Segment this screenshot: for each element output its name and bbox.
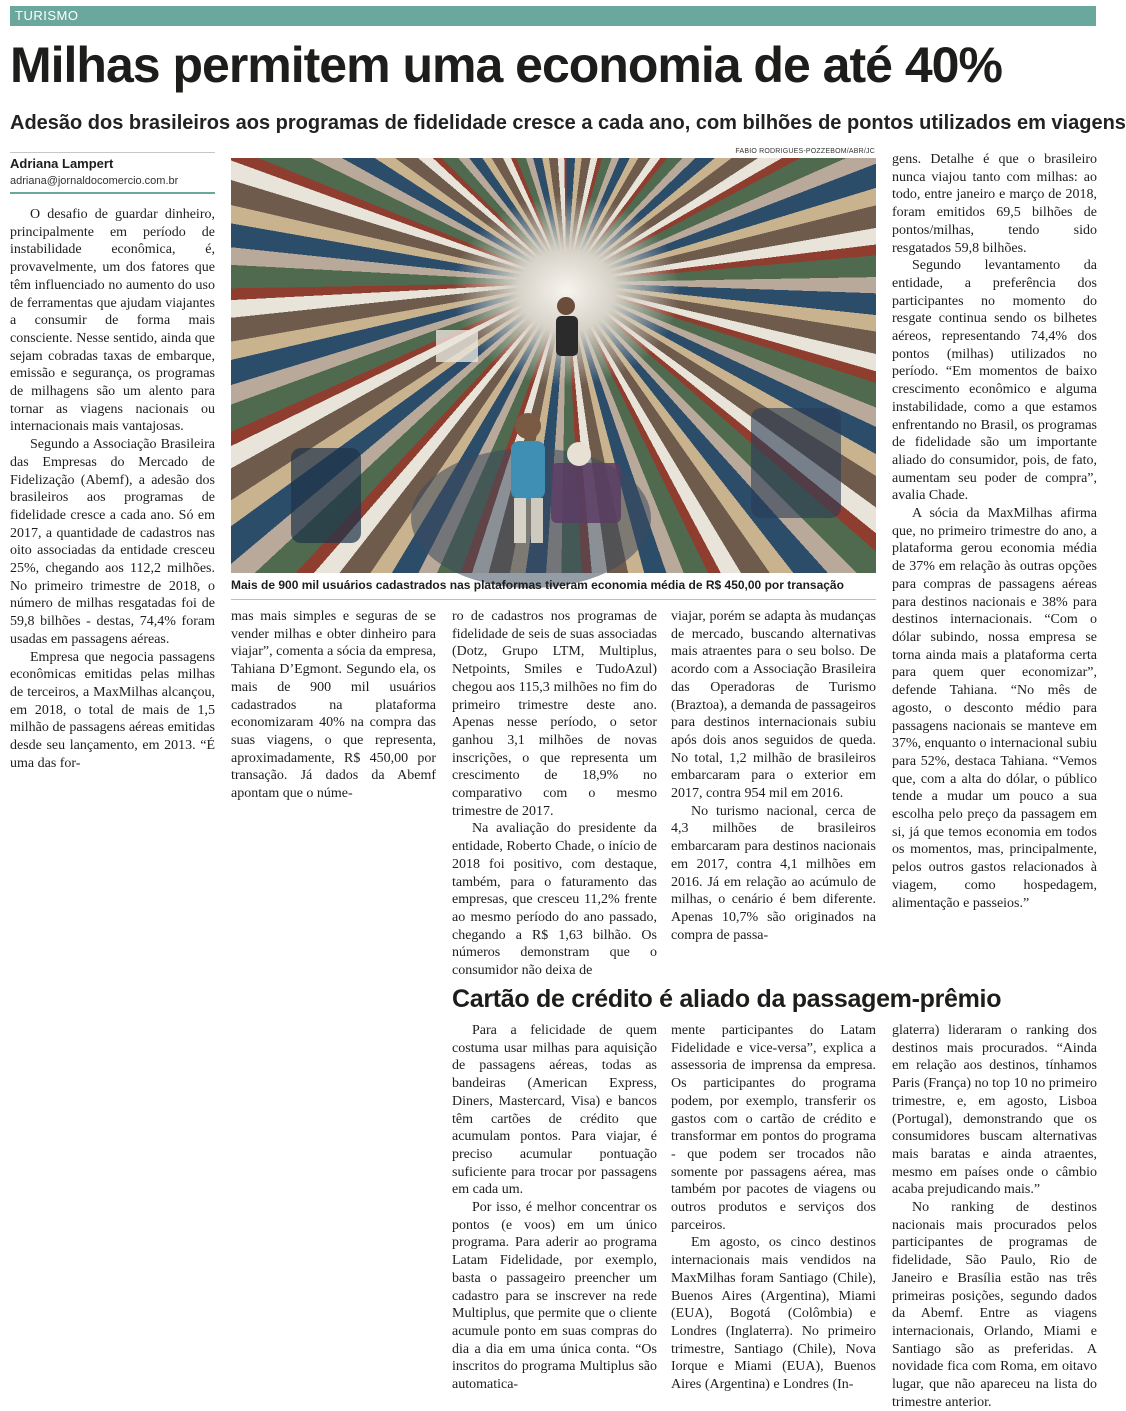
- section-label: TURISMO: [10, 6, 1096, 26]
- sidebar-title: Cartão de crédito é aliado da passagem-prêmio: [452, 985, 1002, 1013]
- paragraph: gens. Detalhe é que o brasileiro nunca viajou tanto com milhas: ao todo, entre janeiro e março de 2018, foram emitidos 69,5 bilhões de pontos/milhas, tendo sido resgatados 59,8 bilhões.: [892, 152, 1097, 256]
- main-article-col-2: [231, 608, 436, 850]
- paragraph: Na avaliação do presidente da entidade, Roberto Chade, o início de 2018 foi positivo, com destaque, também, para o faturamento das empresas, que cresceu 11,2% frente ao mesmo período do ano passado, chegando a R$ 1,63 bilhão. Os números demonstram que o consumidor não deixa de: [452, 821, 657, 979]
- article-photo: [231, 158, 876, 573]
- paragraph: Por isso, é melhor concentrar os pontos (e voos) em um único programa. Para aderir ao programa Latam Fidelidade, por exemplo, basta o passageiro preencher um cadastro para se inscrever na rede Multiplus, que permite que o cliente acumule ponto em suas compras do dia a dia em uma única conta. “Os inscritos do programa Multiplus são automatica-: [452, 1200, 657, 1393]
- paragraph: O desafio de guardar dinheiro, principalmente em período de instabilidade econômica, é, provavelmente, um dos fatores que têm influenciado no aumento do uso de ferramentas que ajudam viajantes a consumir de forma mais consciente. Nesse sentido, ainda que sejam cobradas taxas de embarque, emissão e segurança, os programas de milhagens são um alento para tornar as viagens nacionais ou internacionais mais vantajosas.: [10, 207, 215, 435]
- paragraph: ro de cadastros nos programas de fidelidade de seis de suas associadas (Dotz, Grupo LTM, Multiplus, Netpoints, Smiles e TudoAzul) chegou aos 115,3 milhões no fim do primeiro trimestre deste ano. Apenas nesse período, o setor ganhou 3,1 milhões de novas inscrições, o que representa um crescimento de 18,9% no comparativo com o mesmo trimestre de 2017.: [452, 609, 657, 819]
- paragraph: A sócia da MaxMilhas afirma que, no primeiro trimestre do ano, a plataforma gerou economia média de 37% em relação às outras opções para compras de passagens aéreas para destinos nacionais e 38% para destinos internacionais. “Com o dólar subindo, nossa empresa se torna ainda mais a plataforma certa para quem quer economizar”, defende Tahiana. “No mês de agosto, o desconto médio para passagens nacionais se manteve em 37%, enquanto o internacional subiu para 52%, destaca Tahiana. “Vemos que, com a alta do dólar, o público tende a mudar um pouco a sua escolha pelo preço da passagem em si, já que temos economia em todos os momentos, mas, principalmente, pelos outros gastos relacionados à viagem, como hospedagem, alimentação e passeios.”: [892, 506, 1097, 911]
- sidebar-col-1: [452, 1022, 657, 1397]
- main-article-col-4: [671, 608, 876, 968]
- byline: [10, 152, 215, 194]
- paragraph: Em agosto, os cinco destinos internacionais mais vendidos na MaxMilhas foram Santiago (Chile), Buenos Aires (Argentina), Miami (EUA), Bogotá (Colômbia) e Londres (Inglaterra). No primeiro trimestre, Santiago (Chile), Nova Iorque e Miami (EUA), Buenos Aires (Argentina) e Londres (In-: [671, 1235, 876, 1393]
- photo-credit: FABIO RODRIGUES-POZZEBOM/ABR/JC: [735, 148, 875, 155]
- caption-divider: [231, 599, 876, 600]
- main-article-col-1: [10, 206, 215, 818]
- paragraph: Segundo a Associação Brasileira das Empresas do Mercado de Fidelização (Abemf), a adesão dos brasileiros aos programas de fidelidade cresce a cada ano. Só em 2017, a quantidade de cadastros nas oito associadas da entidade cresceu 25%, chegando aos 112,2 milhões. No primeiro trimestre de 2018, o número de milhas resgatadas foi de 59,8 bilhões - destas, 74,4% foram usadas em passagens aéreas.: [10, 437, 215, 647]
- paragraph: No turismo nacional, cerca de 4,3 milhões de brasileiros embarcaram para destinos nacionais em 2017, contra 4,1 milhões em 2016. Já em relação ao acúmulo de milhas, o cenário é bem diferente. Apenas 10,7% são originados na compra de passa-: [671, 803, 876, 943]
- author-name: Adriana Lampert: [10, 156, 114, 171]
- paragraph: Segundo levantamento da entidade, a preferência dos participantes no momento do resgate continua sendo os bilhetes aéreos, representando 74,4% dos pontos (milhas) utilizados no período. “Em momentos de baixo crescimento econômico e alguma instabilidade, como a que estamos enfrentando no Brasil, os programas de fidelidade são um importante aliado do consumidor, pois, de fato, aumentam seu poder de compra”, avalia Chade.: [892, 258, 1097, 504]
- paragraph: viajar, porém se adapta às mudanças de mercado, buscando alternativas mais atraentes para o seu bolso. De acordo com a Associação Brasileira das Operadoras de Turismo (Braztoa), a demanda de passageiros para destinos internacionais subiu após dois anos seguidos de queda. No total, 1,2 milhão de brasileiros embarcaram para o exterior em 2017, contra 954 mil em 2016.: [671, 609, 876, 802]
- main-article-col-3: [452, 608, 657, 979]
- paragraph: glaterra) lideraram o ranking dos destinos mais procurados. “Ainda em relação aos destinos, tínhamos Paris (França) no top 10 no primeiro trimestre, e, em agosto, Lisboa (Portugal), demonstrando que os consumidores buscam alternativas mais baratas e ainda atraentes, mesmo em países onde o câmbio acaba prejudicando mais.”: [892, 1023, 1097, 1198]
- paragraph: Para a felicidade de quem costuma usar milhas para aquisição de passagens aéreas, todas as bandeiras (American Express, Diners, Mastercard, Visa) e bancos têm cartões de crédito que acumulam pontos. Para viajar, é preciso acumular pontuação suficiente para trocar por passagens em cada um.: [452, 1023, 657, 1198]
- subheadline: Adesão dos brasileiros aos programas de fidelidade cresce a cada ano, com bilhões de pontos utilizados em viagens: [10, 112, 1126, 134]
- paragraph: mas mais simples e seguras de se vender milhas e obter dinheiro para viajar”, comenta a sócia da empresa, Tahiana D’Egmont. Segundo ela, os mais de 900 mil usuários cadastrados na plataforma economizaram 40% na compra das suas viagens, o que representa, aproximadamente, R$ 450,00 por transação. Já dados da Abemf apontam que o núme-: [231, 609, 436, 802]
- sidebar-col-3: [892, 1022, 1097, 1410]
- paragraph: No ranking de destinos nacionais mais procurados pelos participantes de programas de fidelidade, São Paulo, Rio de Janeiro e Brasília estão nas três primeiras posições, segundo dados da Abemf. Entre as viagens internacionais, Orlando, Miami e Santiago são as preferidas. A novidade fica com Roma, em oitavo lugar, que não apareceu na lista do trimestre anterior.: [892, 1200, 1097, 1410]
- paragraph: Empresa que negocia passagens econômicas emitidas pelas milhas de terceiros, a MaxMilhas alcançou, em 2018, o total de mais de 1,5 milhão de passagens aéreas emitidas desde seu lançamento, em 2013. “É uma das for-: [10, 649, 215, 771]
- author-email: adriana@jornaldocomercio.com.br: [10, 175, 215, 194]
- photo-figures: [231, 158, 876, 573]
- headline: Milhas permitem uma economia de até 40%: [10, 37, 1002, 93]
- paragraph: mente participantes do Latam Fidelidade e vice-versa”, explica a assessoria de imprensa da empresa. Os participantes do programa podem, por exemplo, transferir os gastos com o cartão de crédito e transformar em pontos do programa - que podem ser trocados não somente por passagens aérea, mas também por pacotes de viagens ou outros produtos e serviços dos parceiros.: [671, 1023, 876, 1233]
- photo-caption: Mais de 900 mil usuários cadastrados nas plataformas tiveram economia média de R$ 450,00 por transação: [231, 578, 844, 592]
- sidebar-col-2: [671, 1022, 876, 1397]
- main-article-col-5: [892, 151, 1097, 969]
